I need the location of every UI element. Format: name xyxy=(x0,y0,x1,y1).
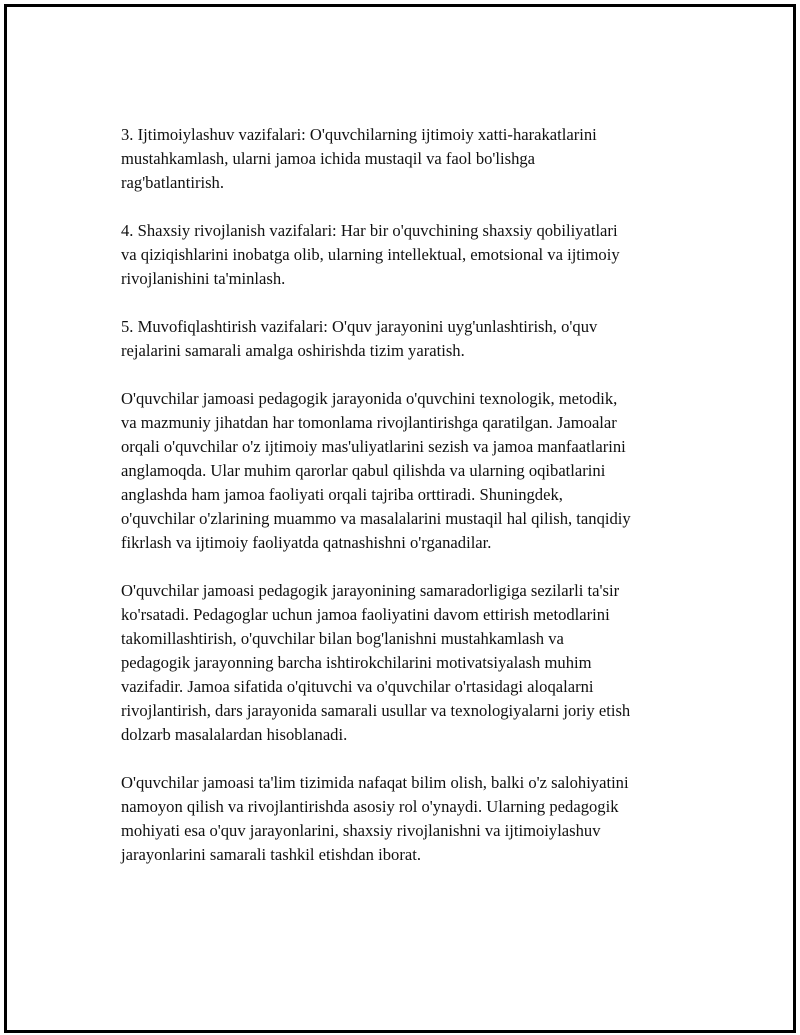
paragraph-coordination-tasks: 5. Muvofiqlashtirish vazifalari: O'quv jarayonini uyg'unlashtirish, o'quv rejalarini samarali amalga oshirishda tizim yaratish. xyxy=(121,317,598,360)
paragraph-socialization-tasks: 3. Ijtimoiylashuv vazifalari: O'quvchilarning ijtimoiy xatti-harakatlarini mustahkamlash, ularni jamoa ichida mustaqil va faol bo'lishga rag'batlantirish. xyxy=(121,125,597,192)
paragraph-conclusion: O'quvchilar jamoasi ta'lim tizimida nafaqat bilim olish, balki o'z salohiyatini namoyon qilish va rivojlantirishda asosiy rol o'ynaydi. Ularning pedagogik mohiyati esa o'quv jarayonlarini, shaxsiy rivojlanishni va ijtimoiylashuv jarayonlarini samarali tashkil etishdan iborat. xyxy=(121,773,629,864)
document-body xyxy=(121,123,711,891)
paragraph-collective-development: O'quvchilar jamoasi pedagogik jarayonida o'quvchini texnologik, metodik, va mazmuniy jihatdan har tomonlama rivojlantirishga qaratilgan. Jamoalar orqali o'quvchilar o'z ijtimoiy mas'uliyatlarini sezish va jamoa manfaatlarini anglamoqda. Ular muhim qarorlar qabul qilishda va ularning oqibatlarini anglashda ham jamoa faoliyati orqali tajriba orttiradi. Shuningdek, o'quvchilar o'zlarining muammo va masalalarini mustaqil hal qilish, tanqidiy fikrlash va ijtimoiy faoliyatda qatnashishni o'rganadilar. xyxy=(121,389,631,552)
page-border xyxy=(4,4,796,1033)
paragraph-personal-development-tasks: 4. Shaxsiy rivojlanish vazifalari: Har bir o'quvchining shaxsiy qobiliyatlari va qiziqishlarini inobatga olib, ularning intellektual, emotsional va ijtimoiy rivojlanishini ta'minlash. xyxy=(121,221,620,288)
paragraph-collective-effectiveness: O'quvchilar jamoasi pedagogik jarayonining samaradorligiga sezilarli ta'sir ko'rsatadi. Pedagoglar uchun jamoa faoliyatini davom ettirish metodlarini takomillashtirish, o'quvchilar bilan bog'lanishni mustahkamlash va pedagogik jarayonning barcha ishtirokchilarini motivatsiyalash muhim vazifadir. Jamoa sifatida o'qituvchi va o'quvchilar o'rtasidagi aloqalarni rivojlantirish, dars jarayonida samarali usullar va texnologiyalarni joriy etish dolzarb masalalardan hisoblanadi. xyxy=(121,581,631,744)
